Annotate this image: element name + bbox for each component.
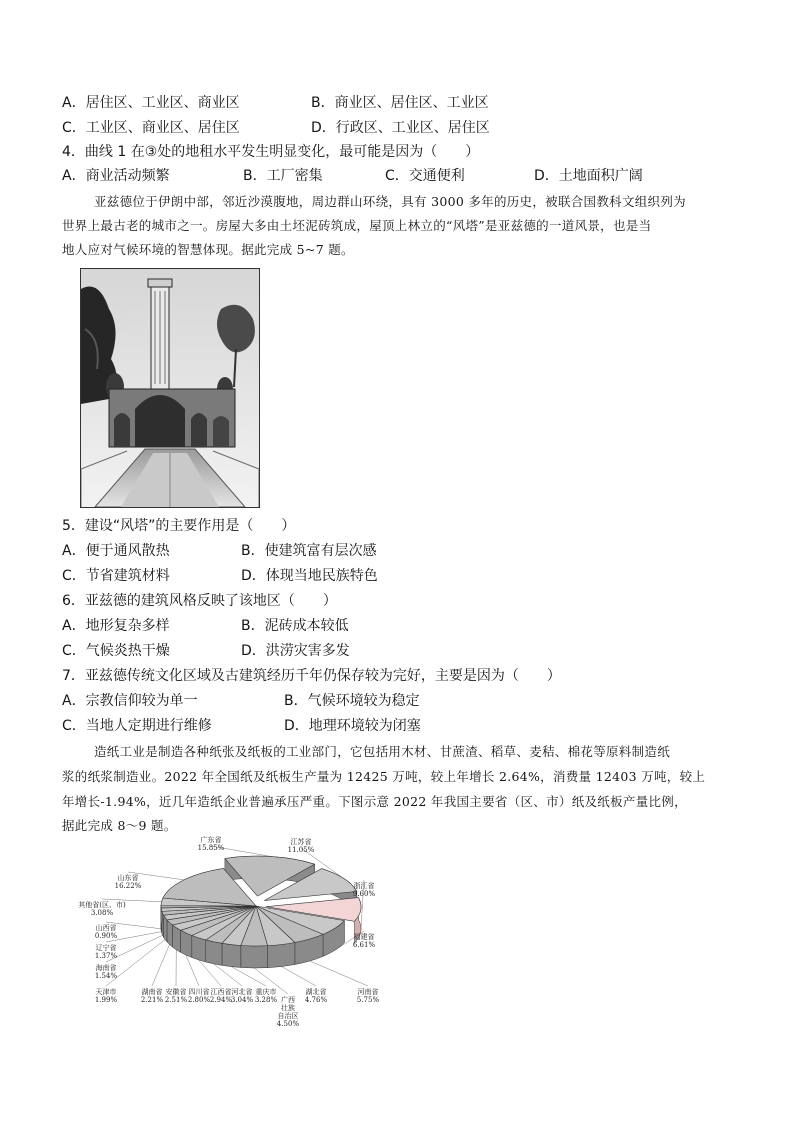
pie-label-3: 福建省 6.61% — [352, 933, 376, 949]
wind-tower-photo — [80, 268, 260, 508]
pie-chart-svg — [76, 836, 406, 1031]
pie-wall-6 — [241, 945, 268, 968]
pie-label-11: 安徽省 2.51% — [164, 988, 188, 1004]
q4-option-b: B．工厂密集 — [243, 168, 323, 184]
q7-stem: 7．亚兹德传统文化区域及古建筑经历千年仍保存较为完好，主要是因为（ ） — [62, 668, 561, 684]
pie-leader-4 — [310, 961, 368, 986]
pie-label-7: 重庆市 3.28% — [254, 988, 278, 1004]
passage2-line4: 据此完成 8～9 题。 — [62, 818, 177, 833]
pie-label-14: 海南省 1.54% — [94, 964, 118, 980]
q7-option-c: C．当地人定期进行维修 — [62, 718, 212, 734]
pie-label-4: 河南省 5.75% — [356, 988, 380, 1004]
pie-label-5: 湖北省 4.76% — [304, 988, 328, 1004]
pie-label-9: 江西省 2.94% — [209, 988, 233, 1004]
q5-stem: 5．建设“风塔”的主要作用是（ ） — [62, 518, 296, 534]
pie-label-8: 河北省 3.04% — [230, 988, 254, 1004]
pie-label-12: 湖南省 2.21% — [140, 988, 164, 1004]
passage2-line1: 造纸工业是制造各种纸张及纸板的工业部门，它包括用木材、甘蔗渣、稻草、麦秸、棉花等原料制造纸 — [94, 744, 671, 759]
passage1-line2: 世界上最古老的城市之一。房屋大多由土坯泥砖筑成，屋顶上林立的“风塔”是亚兹德的一道风景，也是当 — [62, 218, 652, 233]
q6-stem: 6．亚兹德的建筑风格反映了该地区（ ） — [62, 593, 337, 609]
q5-option-a: A．便于通风散热 — [62, 543, 170, 559]
wind-tower-illustration — [81, 269, 259, 507]
pie-leader-5 — [282, 967, 316, 986]
q6-option-d: D．洪涝灾害多发 — [241, 643, 350, 659]
q3-option-a: A．居住区、工业区、商业区 — [62, 95, 240, 111]
pie-wall-8 — [206, 940, 222, 965]
passage2-line2: 浆的纸浆制造业。2022 年全国纸及纸板生产量为 12425 万吨，较上年增长 2.64%，消费量 12403 万吨，较上 — [62, 769, 706, 784]
pie-label-16: 山西省 0.90% — [94, 924, 118, 940]
q4-option-c: C．交通便利 — [385, 168, 465, 184]
passage1-line1: 亚兹德位于伊朗中部，邻近沙漠腹地，周边群山环绕，具有 3000 多年的历史，被联合国教科文组织列为 — [94, 194, 686, 209]
q6-option-c: C．气候炎热干燥 — [62, 643, 170, 659]
pie-label-2: 浙江省 9.60% — [352, 882, 376, 898]
pie-leader-10 — [186, 955, 199, 986]
q4-stem: 4．曲线 1 在③处的地租水平发生明显变化，最可能是因为（ ） — [62, 144, 480, 160]
pie-leader-7 — [231, 967, 266, 986]
pie-label-10: 四川省 2.80% — [187, 988, 211, 1004]
q5-option-d: D．体现当地民族特色 — [241, 568, 378, 584]
q5-option-c: C．节省建筑材料 — [62, 568, 170, 584]
q7-option-d: D．地理环境较为闭塞 — [284, 718, 421, 734]
q6-option-a: A．地形复杂多样 — [62, 618, 170, 634]
paper-production-pie-chart — [76, 836, 406, 1031]
pie-label-6: 广西壮族自治区 4.50% — [276, 996, 300, 1028]
q3-option-b: B．商业区、居住区、工业区 — [311, 95, 489, 111]
q4-option-a: A．商业活动频繁 — [62, 168, 170, 184]
pie-leader-12 — [152, 945, 169, 986]
q7-option-a: A．宗教信仰较为单一 — [62, 693, 198, 709]
pie-wall-5 — [268, 942, 295, 967]
q5-option-b: B．使建筑富有层次感 — [241, 543, 377, 559]
q3-option-c: C．工业区、商业区、居住区 — [62, 120, 240, 136]
pie-label-1: 江苏省 11.05% — [287, 838, 315, 854]
pie-label-13: 天津市 1.99% — [94, 988, 118, 1004]
pie-label-17: 其他省(区、市) 3.08% — [78, 901, 126, 917]
q4-option-d: D．土地面积广阔 — [534, 168, 643, 184]
q7-option-b: B．气候环境较为稳定 — [284, 693, 420, 709]
passage2-line3: 年增长-1.94%，近几年造纸企业普遍承压严重。下图示意 2022 年我国主要省（区、市）纸及纸板产量比例， — [62, 794, 687, 809]
q6-option-b: B．泥砖成本较低 — [241, 618, 349, 634]
pie-wall-7 — [222, 943, 241, 967]
pie-label-15: 辽宁省 1.37% — [94, 944, 118, 960]
passage1-line3: 地人应对气候环境的智慧体现。据此完成 5~7 题。 — [62, 242, 354, 257]
q3-option-d: D．行政区、工业区、居住区 — [311, 120, 490, 136]
pie-label-18: 山东省 16.22% — [114, 874, 142, 890]
pie-label-0: 广东省 15.85% — [197, 836, 225, 852]
